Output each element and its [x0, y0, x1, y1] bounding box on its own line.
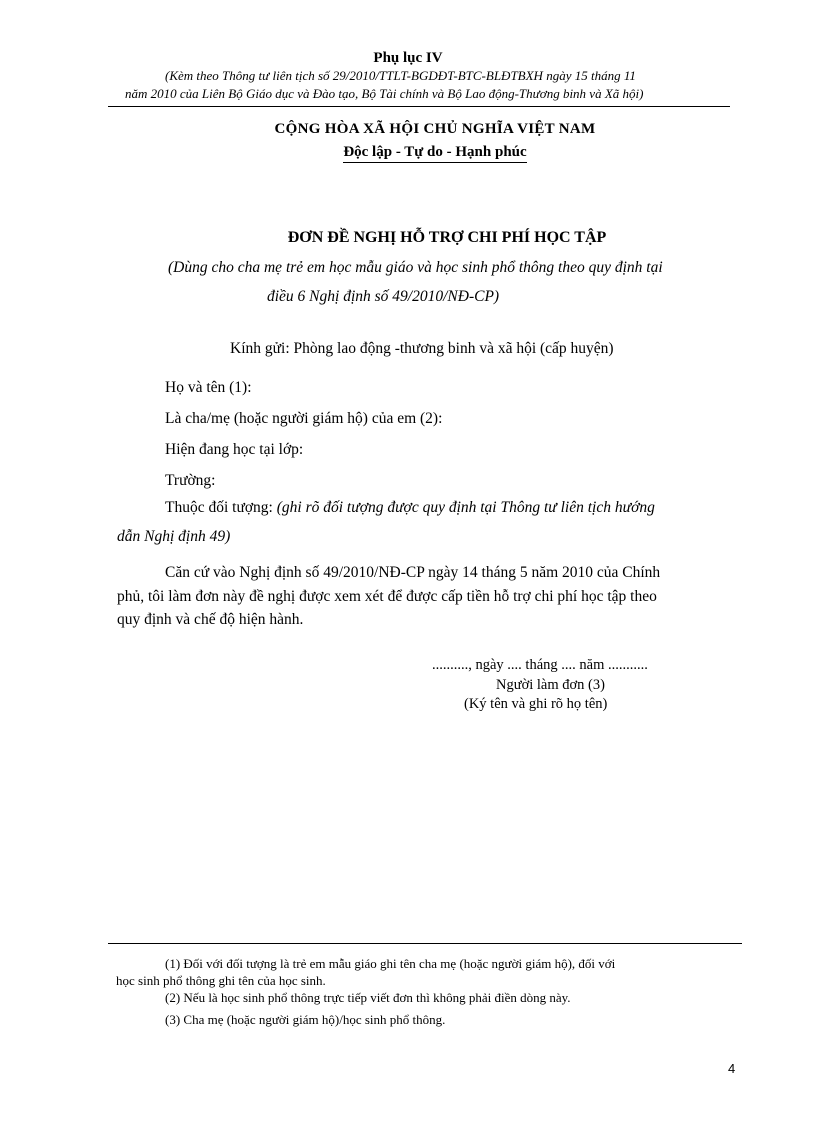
field-current-class: Hiện đang học tại lớp: [165, 441, 304, 458]
recipient-line: Kính gửi: Phòng lao động -thương binh và xã hội (cấp huyện) [230, 340, 614, 357]
date-line: .........., ngày .... tháng .... năm ........... [432, 657, 648, 673]
footnote-3: (3) Cha mẹ (hoặc người giám hộ)/học sinh phổ thông. [165, 1012, 446, 1027]
page-number: 4 [728, 1061, 736, 1076]
header-divider [108, 106, 730, 107]
nation-name: CỘNG HÒA XÃ HỘI CHỦ NGHĨA VIỆT NAM [274, 121, 596, 137]
form-subtitle-line1: (Dùng cho cha mẹ trẻ em học mẫu giáo và học sinh phổ thông theo quy định tại [168, 259, 663, 276]
field-school: Trường: [165, 472, 216, 489]
signer-title: Người làm đơn (3) [496, 677, 605, 693]
field-parent-of: Là cha/mẹ (hoặc người giám hộ) của em (2): [165, 410, 443, 427]
motto-container [0, 143, 816, 163]
field-category [165, 499, 655, 517]
field-category-label: Thuộc đối tượng: [165, 499, 277, 516]
request-paragraph-line3: quy định và chế độ hiện hành. [117, 611, 304, 628]
footnote-1-line1: (1) Đối với đối tượng là trẻ em mẫu giáo ghi tên cha mẹ (hoặc người giám hộ), đối với [165, 956, 616, 971]
signer-note: (Ký tên và ghi rõ họ tên) [464, 696, 608, 712]
footnote-2: (2) Nếu là học sinh phổ thông trực tiếp viết đơn thì không phải điền dòng này. [165, 990, 571, 1005]
footnote-divider [108, 943, 742, 944]
footnote-1-line2: học sinh phổ thông ghi tên của học sinh. [116, 973, 326, 988]
request-paragraph-line1: Căn cứ vào Nghị định số 49/2010/NĐ-CP ngày 14 tháng 5 năm 2010 của Chính [165, 564, 661, 581]
form-subtitle-line2: điều 6 Nghị định số 49/2010/NĐ-CP) [267, 288, 500, 305]
field-full-name: Họ và tên (1): [165, 379, 252, 396]
appendix-reference-line1: (Kèm theo Thông tư liên tịch số 29/2010/TTLT-BGDĐT-BTC-BLĐTBXH ngày 15 tháng 11 [165, 68, 636, 83]
form-title: ĐƠN ĐỀ NGHỊ HỖ TRỢ CHI PHÍ HỌC TẬP [287, 229, 607, 246]
request-paragraph-line2: phủ, tôi làm đơn này đề nghị được xem xét để được cấp tiền hỗ trợ chi phí học tập theo [117, 588, 657, 605]
motto: Độc lập - Tự do - Hạnh phúc [343, 144, 526, 163]
appendix-title: Phụ lục IV [373, 50, 443, 66]
appendix-reference-line2: năm 2010 của Liên Bộ Giáo dục và Đào tạo, Bộ Tài chính và Bộ Lao động-Thương binh và Xã hội) [125, 86, 644, 101]
field-category-hint: (ghi rõ đối tượng được quy định tại Thông tư liên tịch hướng [276, 499, 655, 516]
field-category-hint-continued: dẫn Nghị định 49) [117, 528, 231, 545]
